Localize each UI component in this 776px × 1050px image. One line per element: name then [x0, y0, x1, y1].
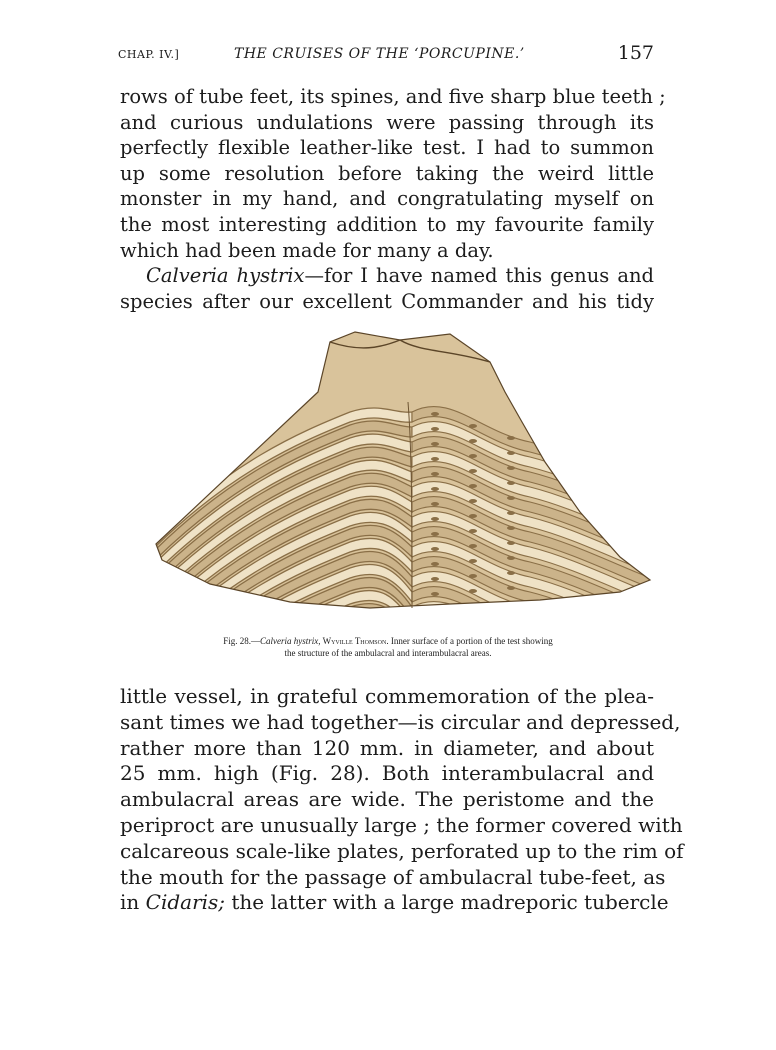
pore-pair	[507, 481, 515, 485]
pore-pair	[469, 424, 477, 428]
pore-pair	[431, 547, 439, 551]
text-line: up some resolution before taking the weird little	[120, 161, 654, 185]
text-line-last	[120, 890, 669, 916]
pore-pair	[431, 472, 439, 476]
text-line: calcareous scale-like plates, perforated up to the rim of	[120, 838, 684, 863]
pore-pair	[431, 427, 439, 431]
caption-text: Inner surface of a portion of the test showing	[388, 636, 553, 646]
pore-pair	[469, 454, 477, 458]
figure-calveria-test	[150, 322, 660, 622]
text-line: the mouth for the passage of ambulacral tube-feet, as	[120, 864, 666, 889]
pore-pair	[431, 502, 439, 506]
text-line: which had been made for many a day.	[120, 238, 494, 262]
page-number: 157	[617, 42, 654, 64]
pore-pair	[431, 577, 439, 581]
caption-author: Wyville Thomson.	[320, 636, 389, 646]
text-line: little vessel, in grateful commemoration of the plea-	[120, 684, 654, 708]
pore-pair	[507, 496, 515, 500]
pore-pair	[431, 562, 439, 566]
pore-pair	[469, 559, 477, 563]
text-line: perfectly flexible leather-like test. I had to summon	[120, 136, 654, 160]
pore-pair	[431, 607, 439, 611]
pore-pair	[507, 616, 515, 620]
genus-cidaris: Cidaris;	[145, 890, 226, 915]
pore-pair	[507, 451, 515, 455]
pore-pair	[431, 592, 439, 596]
engraving-illustration	[150, 322, 660, 622]
pore-pair	[431, 517, 439, 521]
caption-label: Fig. 28.—	[223, 636, 260, 646]
species-name: Calveria hystrix	[146, 264, 305, 288]
text-line: and curious undulations were passing through its	[120, 110, 654, 134]
text-line: monster in my hand, and congratulating myself on	[120, 187, 654, 211]
pore-pair	[469, 604, 477, 608]
text-line: sant times we had together—is circular and depressed,	[120, 709, 681, 734]
pore-pair	[469, 574, 477, 578]
pore-pair	[507, 436, 515, 440]
pore-pair	[507, 511, 515, 515]
text-line: ambulacral areas are wide. The peristome and the	[120, 787, 654, 812]
pore-pair	[431, 532, 439, 536]
interambulacral-plate	[150, 604, 412, 622]
running-head	[118, 42, 658, 68]
text-line: rows of tube feet, its spines, and five sharp blue teeth ;	[120, 85, 666, 108]
pore-pair	[431, 457, 439, 461]
pore-pair	[469, 589, 477, 593]
text-line: 25 mm. high (Fig. 28). Both interambulacral and	[120, 761, 654, 786]
caption-line-2: the structure of the ambulacral and interambulacral areas.	[284, 648, 492, 658]
pore-pair	[469, 469, 477, 473]
last-line-prefix: in	[120, 890, 146, 915]
last-line-rest: the latter with a large madreporic tubercle	[225, 890, 669, 915]
pore-pair	[469, 619, 477, 622]
paragraph-top	[120, 84, 666, 314]
pore-pair	[431, 442, 439, 446]
text-line: periproct are unusually large ; the former covered with	[120, 812, 683, 837]
pore-pair	[469, 544, 477, 548]
running-title: THE CRUISES OF THE ‘PORCUPINE.’	[234, 46, 525, 62]
pore-pair	[507, 556, 515, 560]
ambulacral-plate	[412, 616, 660, 622]
pore-pair	[507, 541, 515, 545]
text-line: species after our excellent Commander and his tidy	[120, 289, 654, 313]
chapter-label: CHAP. IV.]	[118, 48, 180, 61]
caption-line-1	[118, 635, 658, 647]
text-line-species	[120, 263, 654, 289]
pore-pair	[507, 526, 515, 530]
pore-pair	[507, 466, 515, 470]
pore-pair	[469, 439, 477, 443]
figure-caption	[118, 635, 658, 659]
pore-pair	[469, 484, 477, 488]
pore-pair	[469, 499, 477, 503]
caption-species: Calveria hystrix,	[259, 636, 321, 646]
paragraph-bottom	[120, 684, 684, 916]
pore-pair	[431, 487, 439, 491]
text-line: rather more than 120 mm. in diameter, and about	[120, 735, 654, 760]
pore-pair	[507, 571, 515, 575]
pore-pair	[469, 514, 477, 518]
pore-pair	[469, 529, 477, 533]
pore-pair	[431, 412, 439, 416]
text-line: the most interesting addition to my favourite family	[120, 212, 654, 236]
test-plates	[150, 322, 660, 622]
pore-pair	[507, 586, 515, 590]
species-line-rest: —for I have named this genus and	[304, 264, 654, 288]
